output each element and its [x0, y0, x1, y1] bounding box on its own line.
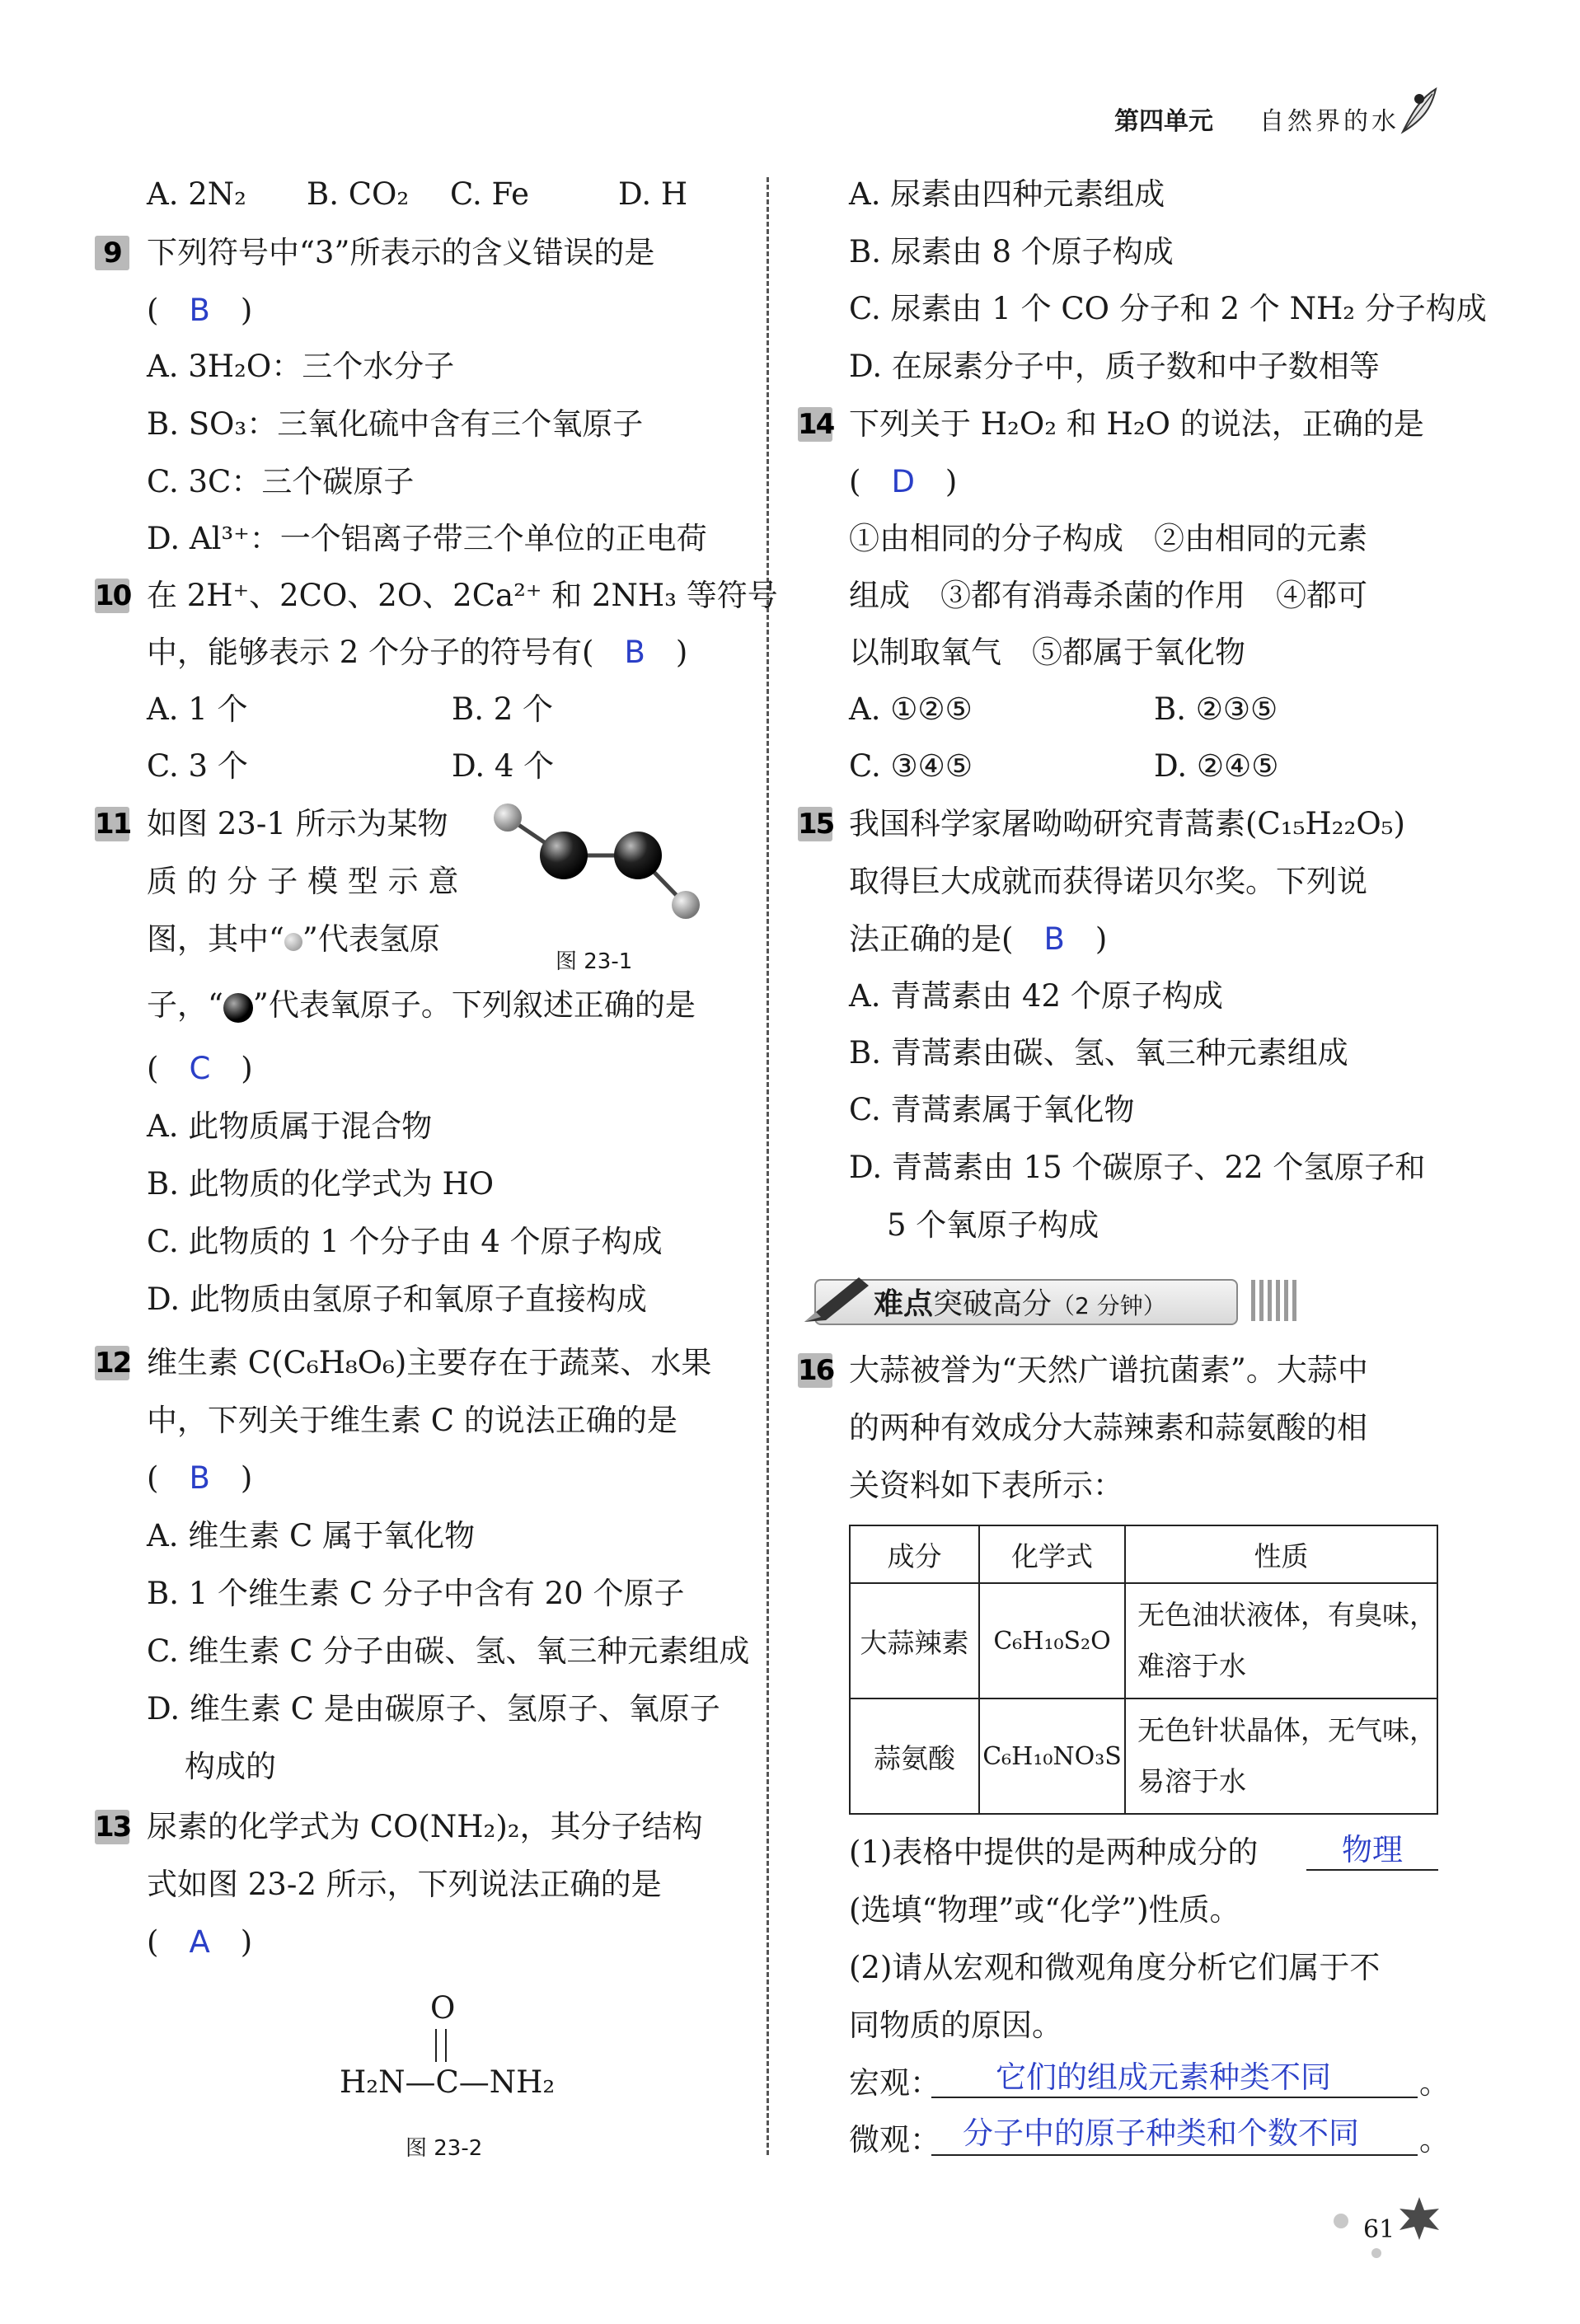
q9-answer-paren: ( B ): [147, 293, 253, 328]
q14-answer: D: [891, 464, 915, 499]
table-cell-property-line: 无色油状液体，有臭味，: [1137, 1599, 1437, 1631]
q16-part1-text-2: (选填“物理”或“化学”)性质。: [849, 1892, 1240, 1928]
q11-option-d: D. 此物质由氢原子和氧原子直接构成: [147, 1281, 647, 1317]
unit-title: 自然界的水: [1259, 107, 1399, 136]
micro-blank: [931, 2154, 1418, 2156]
q8-option-d: D. H: [618, 176, 688, 212]
q10-stem-2-text: 中，能够表示 2 个分子的符号有(: [147, 635, 594, 670]
q14-option-c: C. ③④⑤: [849, 748, 973, 784]
q11-stem-4a: 子，“: [147, 987, 223, 1023]
table-cell-name: 蒜氨酸: [850, 1698, 979, 1814]
hydrogen-atom-icon: [284, 933, 302, 951]
table-header-row: [850, 1525, 1437, 1583]
q13-option-d: D. 在尿素分子中，质子数和中子数相等: [849, 349, 1380, 384]
question-number-9: 9: [95, 236, 129, 270]
q13-option-b: B. 尿素由 8 个原子构成: [849, 234, 1174, 269]
q13-stem-1: 尿素的化学式为 CO(NH₂)₂，其分子结构: [147, 1809, 703, 1844]
q14-option-b: B. ②③⑤: [1154, 691, 1278, 727]
q11-stem-3b: ”代表氢原: [302, 921, 440, 957]
q15-option-d-cont: 5 个氧原子构成: [887, 1207, 1099, 1243]
q12-answer: B: [189, 1460, 210, 1496]
q12-option-a: A. 维生素 C 属于氧化物: [147, 1518, 476, 1553]
q13-answer: A: [189, 1924, 210, 1960]
table-row: [850, 1698, 1437, 1814]
q10-option-b: B. 2 个: [452, 691, 554, 727]
oxygen-atom-icon: [223, 993, 253, 1023]
page-number: 61: [1363, 2215, 1395, 2244]
micro-period: 。: [1419, 2122, 1450, 2158]
urea-double-bond: [435, 2029, 447, 2062]
oxygen-atom: [614, 832, 662, 879]
q15-option-a: A. 青蒿素由 42 个原子构成: [849, 978, 1223, 1014]
column-divider: [767, 177, 769, 2155]
q12-stem-2: 中，下列关于维生素 C 的说法正确的是: [147, 1403, 677, 1438]
table-cell-property-line: 难溶于水: [1137, 1650, 1246, 1682]
question-number-12: 12: [95, 1347, 131, 1380]
q12-option-c: C. 维生素 C 分子由碳、氢、氧三种元素组成: [147, 1633, 750, 1669]
q13-stem-2: 式如图 23-2 所示，下列说法正确的是: [147, 1867, 662, 1902]
question-number-11: 11: [95, 808, 131, 841]
section-banner-stripes: [1251, 1280, 1301, 1321]
q11-option-c: C. 此物质的 1 个分子由 4 个原子构成: [147, 1224, 663, 1259]
urea-structure-formula: H₂N—C—NH₂: [340, 2064, 556, 2100]
table-cell-property-line: 易溶于水: [1137, 1765, 1246, 1797]
table-cell-property-line: 无色针状晶体，无气味，: [1137, 1714, 1437, 1746]
macro-answer: 它们的组成元素种类不同: [996, 2059, 1331, 2095]
micro-label: 微观：: [849, 2122, 940, 2158]
q15-stem-1: 我国科学家屠呦呦研究青蒿素(C₁₅H₂₂O₅): [849, 806, 1405, 841]
q8-option-a: A. 2N₂: [147, 176, 246, 212]
q10-stem-2: 中，能够表示 2 个分子的符号有( B ): [147, 635, 688, 670]
leaf-icon: [1395, 82, 1444, 140]
footer-dot: [1371, 2248, 1381, 2258]
q11-stem-3a: 图，其中“: [147, 921, 284, 957]
q10-option-c: C. 3 个: [147, 748, 248, 784]
q10-option-a: A. 1 个: [147, 691, 248, 727]
table-header-cell: 成分: [850, 1525, 979, 1583]
q16-stem-1: 大蒜被誉为“天然广谱抗菌素”。大蒜中: [849, 1352, 1368, 1388]
section-title: [874, 1281, 1166, 1323]
leaf-icon: [1395, 2194, 1444, 2243]
section-title-bold: 难点: [874, 1287, 934, 1321]
section-title-rest: 突破高分: [933, 1287, 1053, 1321]
q10-option-d: D. 4 个: [452, 748, 555, 784]
figure-23-1-caption: 图 23-1: [556, 949, 633, 974]
q11-stem-3: [147, 921, 440, 958]
properties-table: [849, 1525, 1438, 1815]
table-cell-formula: C₆H₁₀S₂O: [979, 1583, 1125, 1698]
q14-stem: 下列关于 H₂O₂ 和 H₂O 的说法，正确的是: [849, 406, 1424, 442]
q16-part1-text: (1)表格中提供的是两种成分的: [849, 1834, 1259, 1870]
q9-stem: 下列符号中“3”所表示的含义错误的是: [147, 235, 655, 270]
question-number-13: 13: [95, 1811, 131, 1844]
q8-option-b: B. CO₂: [307, 176, 410, 212]
table-cell-property: [1125, 1698, 1437, 1814]
q14-option-a: A. ①②⑤: [849, 691, 973, 727]
q9-answer: B: [189, 293, 210, 328]
question-number-16: 16: [798, 1354, 834, 1387]
table-cell-name: 大蒜辣素: [850, 1583, 979, 1698]
q15-option-b: B. 青蒿素由碳、氢、氧三种元素组成: [849, 1035, 1348, 1071]
pen-icon: [798, 1276, 872, 1325]
q12-option-d-cont: 构成的: [185, 1749, 276, 1784]
q12-stem-1: 维生素 C(C₆H₈O₆)主要存在于蔬菜、水果: [147, 1345, 712, 1380]
q16-stem-3: 关资料如下表所示：: [849, 1468, 1123, 1503]
question-number-15: 15: [798, 808, 834, 841]
q15-stem-2: 取得巨大成就而获得诺贝尔奖。下列说: [849, 864, 1367, 899]
q14-statement-3: 以制取氧气 ⑤都属于氧化物: [849, 635, 1245, 670]
q11-stem-2: 质 的 分 子 模 型 示 意: [147, 864, 459, 899]
table-cell-property: [1125, 1583, 1437, 1698]
q16-part2-text-2: 同物质的原因。: [849, 2008, 1062, 2043]
q12-answer-paren: ( B ): [147, 1460, 253, 1496]
hydrogen-atom: [672, 891, 700, 919]
urea-structure-oxygen: O: [430, 1990, 456, 2026]
q13-answer-paren: ( A ): [147, 1924, 253, 1960]
q15-stem-3: 法正确的是( B ): [849, 921, 1108, 957]
footer-dot: [1334, 2214, 1348, 2228]
molecule-model-figure: [486, 791, 717, 939]
q15-stem-3-text: 法正确的是(: [849, 921, 1014, 957]
table-header-cell: 性质: [1125, 1525, 1437, 1583]
q9-option-a: A. 3H₂O：三个水分子: [147, 349, 455, 384]
q15-option-d: D. 青蒿素由 15 个碳原子、22 个氢原子和: [849, 1150, 1426, 1185]
micro-answer: 分子中的原子种类和个数不同: [963, 2115, 1359, 2151]
q15-answer: B: [1043, 921, 1065, 957]
table-row: [850, 1583, 1437, 1698]
q10-answer: B: [624, 635, 645, 670]
section-time: （2 分钟）: [1052, 1292, 1166, 1319]
q11-stem-4b: ”代表氧原子。下列叙述正确的是: [252, 987, 696, 1023]
unit-label: 第四单元: [1114, 107, 1213, 136]
figure-23-2-caption: 图 23-2: [406, 2136, 483, 2161]
question-number-14: 14: [798, 408, 834, 441]
section-banner: [798, 1276, 1243, 1325]
q16-part1-answer: 物理: [1342, 1832, 1403, 1867]
oxygen-atom: [540, 832, 588, 879]
q8-option-c: C. Fe: [450, 176, 530, 212]
macro-label: 宏观：: [849, 2065, 940, 2101]
q14-statement-1: ①由相同的分子构成 ②由相同的元素: [849, 521, 1367, 556]
q11-answer-paren: ( C ): [147, 1051, 253, 1086]
q14-option-d: D. ②④⑤: [1154, 748, 1279, 784]
q10-stem-1: 在 2H⁺、2CO、2O、2Ca²⁺ 和 2NH₃ 等符号: [147, 578, 778, 613]
q12-option-d: D. 维生素 C 是由碳原子、氢原子、氧原子: [147, 1691, 720, 1727]
q16-part1-blank: [1306, 1869, 1438, 1871]
q11-option-b: B. 此物质的化学式为 HO: [147, 1166, 495, 1202]
question-number-10: 10: [95, 579, 131, 612]
q16-part2-text-1: (2)请从宏观和微观角度分析它们属于不: [849, 1950, 1381, 1985]
q9-option-d: D. Al³⁺：一个铝离子带三个单位的正电荷: [147, 521, 707, 556]
macro-period: 。: [1419, 2065, 1450, 2101]
q9-option-c: C. 3C：三个碳原子: [147, 464, 415, 499]
q11-answer: C: [189, 1051, 211, 1086]
q9-option-b: B. SO₃：三氧化硫中含有三个氧原子: [147, 406, 644, 442]
q16-stem-2: 的两种有效成分大蒜辣素和蒜氨酸的相: [849, 1410, 1367, 1445]
q12-option-b: B. 1 个维生素 C 分子中含有 20 个原子: [147, 1576, 685, 1611]
q11-option-a: A. 此物质属于混合物: [147, 1108, 433, 1144]
hydrogen-atom: [494, 804, 522, 832]
q13-option-a: A. 尿素由四种元素组成: [849, 176, 1165, 212]
q14-statement-2: 组成 ③都有消毒杀菌的作用 ④都可: [849, 578, 1367, 613]
table-header-cell: 化学式: [979, 1525, 1125, 1583]
macro-blank: [931, 2097, 1418, 2098]
q13-option-c: C. 尿素由 1 个 CO 分子和 2 个 NH₂ 分子构成: [849, 291, 1487, 326]
table-cell-formula: C₆H₁₀NO₃S: [979, 1698, 1125, 1814]
q11-stem-4: [147, 987, 696, 1024]
q14-answer-paren: ( D ): [849, 464, 958, 499]
q15-option-c: C. 青蒿素属于氧化物: [849, 1092, 1135, 1127]
q11-stem-1: 如图 23-1 所示为某物: [147, 806, 448, 841]
